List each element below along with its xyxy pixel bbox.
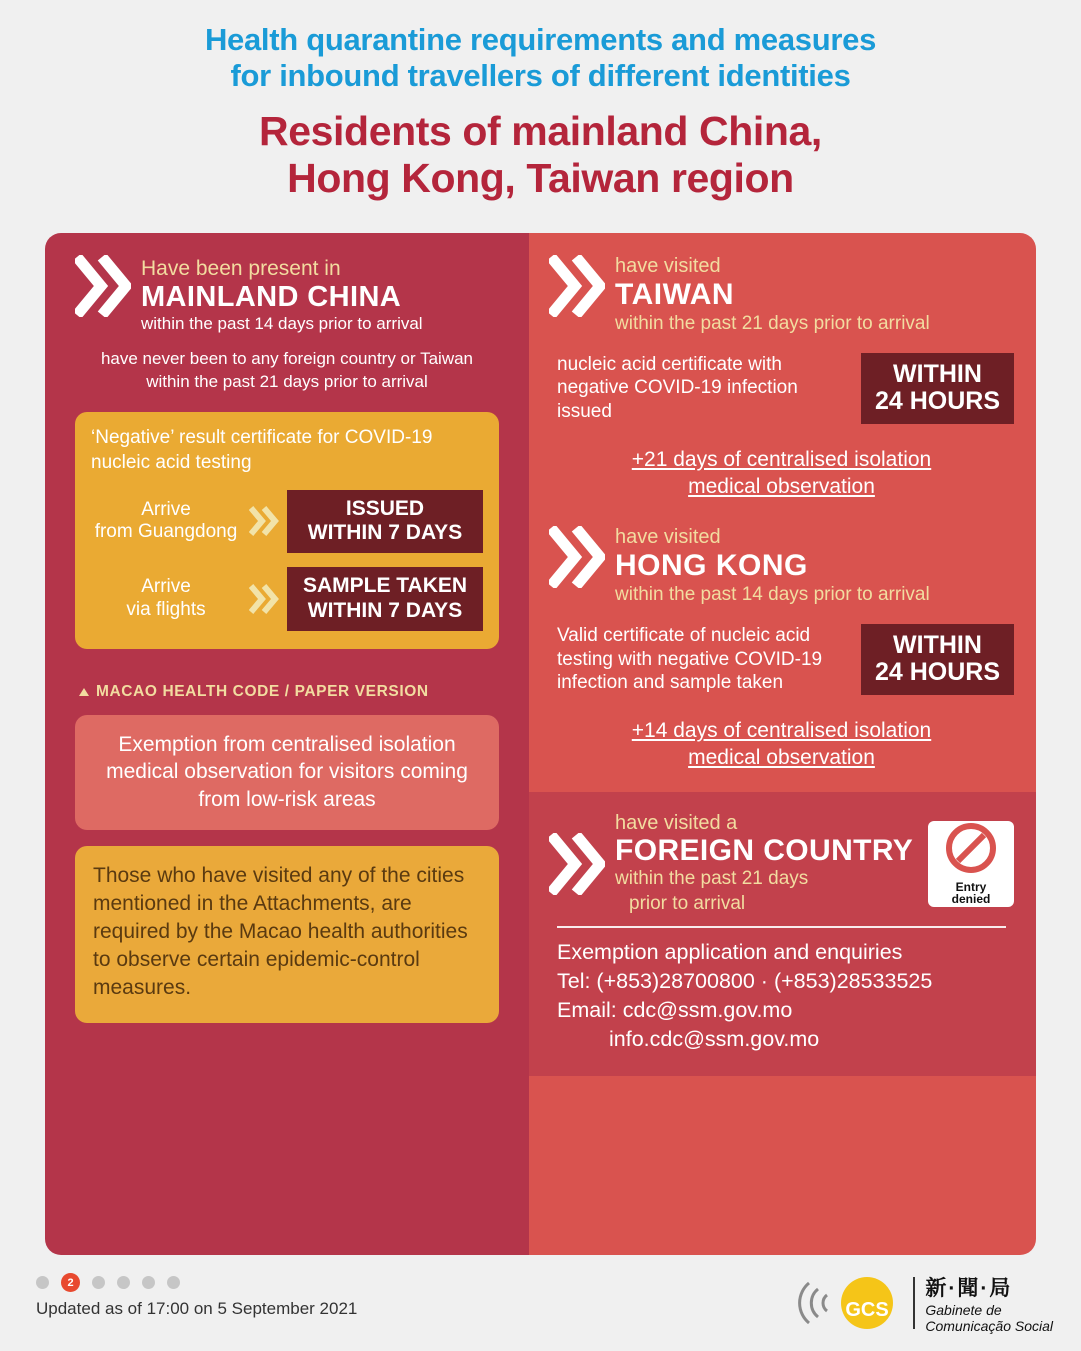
triangle-up-icon (79, 688, 89, 696)
header-subtitle (40, 22, 1041, 94)
page-indicator[interactable] (36, 1273, 180, 1292)
certificate-row (91, 567, 483, 631)
logo-divider (913, 1277, 915, 1329)
hongkong-heading-small: have visited (615, 526, 721, 549)
entry-denied-label (952, 881, 991, 906)
hongkong-time-badge (861, 624, 1014, 695)
taiwan-requirement (549, 353, 1014, 424)
header-subtitle-line1: Health quarantine requirements and measures (204, 22, 877, 57)
taiwan-heading-sub: within the past 21 days prior to arrival (615, 312, 930, 334)
contact-email-1[interactable]: Email: cdc@ssm.gov.mo (557, 997, 793, 1022)
divider (557, 926, 1006, 928)
page-title-line2: Hong Kong, Taiwan region (287, 154, 794, 201)
chevron-right-icon (75, 255, 131, 317)
logo-text-cn: 新·聞·局 (925, 1276, 1013, 1300)
chevron-right-icon (549, 255, 605, 317)
header-subtitle-line2: for inbound travellers of different identities (230, 57, 851, 93)
attachments-card: Those who have visited any of the cities mentioned in the Attachments, are required by the Macao health authorities to observe certain epidemic-control measures. (75, 846, 499, 1023)
mainland-heading-big: MAINLAND CHINA (141, 281, 402, 313)
page-footer (0, 1255, 1081, 1351)
taiwan-isolation-line2: medical observation (688, 475, 875, 499)
hongkong-section (529, 500, 1036, 771)
certificate-row-value: ISSUED WITHIN 7 DAYS (287, 490, 483, 554)
updated-timestamp: Updated as of 17:00 on 5 September 2021 (36, 1299, 358, 1318)
taiwan-heading-big: TAIWAN (615, 278, 735, 311)
taiwan-isolation-note (549, 446, 1014, 501)
macao-health-code-label (79, 683, 507, 701)
no-entry-icon (945, 822, 997, 879)
page-dot[interactable] (142, 1276, 155, 1289)
contact-phone[interactable]: Tel: (+853)28700800 · (+853)28533525 (557, 968, 933, 993)
certificate-row (91, 490, 483, 554)
logo-text-pt-line1: Gabinete de (925, 1301, 1002, 1318)
taiwan-badge-line1: WITHIN (893, 359, 982, 388)
page-dot[interactable] (167, 1276, 180, 1289)
hongkong-heading-big: HONG KONG (615, 549, 808, 583)
taiwan-requirement-text: nucleic acid certificate with negative COVID-19 infection issued (557, 353, 798, 422)
page-header (0, 0, 1081, 205)
page-title-line1: Residents of mainland China, (259, 107, 822, 154)
hongkong-isolation-line1: +14 days of centralised isolation (631, 719, 932, 743)
certificate-row-label: Arrive via flights (126, 576, 206, 620)
taiwan-time-badge (861, 353, 1014, 424)
mainland-note: have never been to any foreign country or Taiwan within the past 21 days prior to arrival (100, 349, 474, 392)
page-dot[interactable] (117, 1276, 130, 1289)
hongkong-badge-line1: WITHIN (893, 630, 982, 659)
mainland-china-panel (45, 233, 529, 1255)
foreign-heading-big: FOREIGN COUNTRY (615, 833, 914, 867)
gcs-logo (793, 1269, 1053, 1337)
gcs-logo-mark-icon (793, 1269, 903, 1337)
macao-health-code-text: MACAO HEALTH CODE / PAPER VERSION (96, 682, 429, 700)
mainland-heading-small: Have been present in (141, 257, 341, 280)
negative-certificate-title: ‘Negative’ result certificate for COVID-19 nucleic acid testing (91, 427, 433, 473)
page-dot[interactable] (92, 1276, 105, 1289)
hongkong-requirement (549, 624, 1014, 695)
page-dot-active[interactable]: 2 (61, 1273, 80, 1292)
contact-block (549, 938, 1014, 1054)
entry-denied-badge (928, 821, 1014, 907)
taiwan-badge-line2: 24 HOURS (874, 387, 1000, 416)
hongkong-isolation-line2: medical observation (688, 746, 875, 770)
logo-text-pt-line2: Comunicação Social (925, 1318, 1053, 1334)
mainland-heading (67, 255, 507, 334)
foreign-heading (549, 812, 1014, 916)
contact-heading: Exemption application and enquiries (557, 939, 903, 964)
content-panels (45, 233, 1036, 1255)
mainland-heading-sub: within the past 14 days prior to arrival (141, 314, 423, 334)
negative-certificate-card (75, 412, 499, 648)
foreign-country-section (529, 792, 1036, 1076)
entry-denied-line1: Entry (955, 879, 987, 894)
hongkong-badge-line2: 24 HOURS (874, 658, 1000, 687)
entry-denied-line2: denied (951, 892, 991, 907)
taiwan-section (529, 233, 1036, 500)
page-title (40, 108, 1041, 201)
other-regions-panel (529, 233, 1036, 1255)
taiwan-heading (549, 255, 1014, 335)
chevron-right-icon (549, 833, 605, 895)
foreign-heading-small: have visited a (615, 811, 738, 834)
foreign-heading-sub-line1: within the past 21 days (615, 868, 809, 890)
foreign-heading-sub-line2: prior to arrival (629, 892, 746, 914)
page-dot[interactable] (36, 1276, 49, 1289)
taiwan-isolation-line1: +21 days of centralised isolation (631, 447, 932, 471)
chevron-right-icon (247, 505, 281, 537)
exemption-card: Exemption from centralised isolation medical observation for visitors coming from low-risk areas (75, 715, 499, 830)
hongkong-isolation-note (549, 717, 1014, 772)
chevron-right-icon (247, 583, 281, 615)
certificate-row-label: Arrive from Guangdong (94, 498, 238, 543)
hongkong-heading-sub: within the past 14 days prior to arrival (615, 583, 930, 605)
contact-email-2[interactable]: info.cdc@ssm.gov.mo (609, 1026, 820, 1051)
chevron-right-icon (549, 526, 605, 588)
svg-text:GCS: GCS (845, 1299, 890, 1321)
certificate-row-value: SAMPLE TAKEN WITHIN 7 DAYS (287, 567, 483, 631)
hongkong-requirement-text: Valid certificate of nucleic acid testing with negative COVID-19 infection and sample taken (557, 624, 823, 694)
hongkong-heading (549, 526, 1014, 606)
taiwan-heading-small: have visited (615, 255, 721, 277)
